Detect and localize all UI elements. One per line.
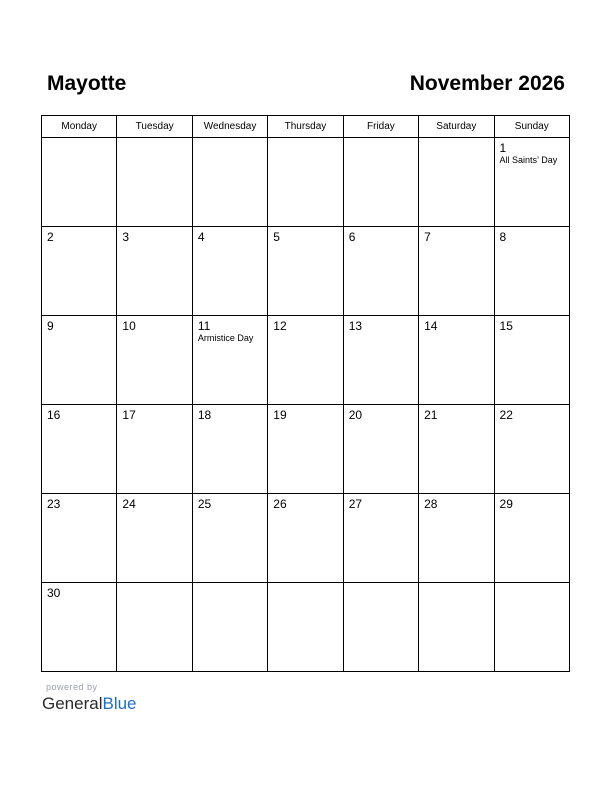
day-cell — [419, 494, 494, 583]
day-number: 13 — [348, 319, 363, 333]
powered-by-text: powered by — [46, 682, 98, 692]
holiday-label: Armistice Day — [197, 333, 254, 343]
day-cell — [117, 227, 192, 316]
calendar-week-row — [42, 494, 570, 583]
day-cell — [192, 583, 267, 672]
day-number: 22 — [499, 408, 513, 422]
day-cell — [42, 405, 117, 494]
day-number: 5 — [273, 230, 280, 244]
day-cell — [419, 138, 494, 227]
calendar-grid — [41, 115, 570, 672]
day-cell — [268, 227, 343, 316]
brand-part-blue: Blue — [102, 694, 137, 713]
day-cell — [192, 405, 267, 494]
day-number — [495, 583, 569, 586]
day-cell — [192, 316, 267, 405]
day-cell — [419, 405, 494, 494]
day-number: 10 — [122, 319, 136, 333]
day-cell — [42, 494, 117, 583]
day-cell — [117, 583, 192, 672]
brand-part-general: General — [42, 694, 103, 713]
day-number: 6 — [348, 230, 356, 244]
day-cell — [419, 316, 494, 405]
generalblue-logo[interactable] — [42, 694, 137, 714]
day-number — [268, 138, 342, 141]
day-cell — [419, 227, 494, 316]
day-cell — [343, 494, 418, 583]
day-number: 14 — [424, 319, 438, 333]
month-year-title: November 2026 — [409, 72, 565, 95]
day-number: 26 — [273, 497, 287, 511]
day-cell — [494, 227, 569, 316]
day-number: 4 — [197, 230, 205, 244]
region-title: Mayotte — [47, 72, 127, 95]
calendar-week-row — [42, 227, 570, 316]
day-number: 20 — [348, 408, 363, 422]
day-cell — [268, 405, 343, 494]
day-cell — [494, 316, 569, 405]
day-number — [268, 583, 342, 586]
day-number: 1 — [499, 141, 507, 155]
day-number: 21 — [424, 408, 438, 422]
calendar-body — [42, 138, 570, 672]
day-number: 19 — [273, 408, 287, 422]
calendar-week-row — [42, 138, 570, 227]
day-number: 11 — [197, 319, 211, 333]
day-cell — [343, 316, 418, 405]
day-number — [419, 583, 493, 586]
day-cell — [42, 138, 117, 227]
day-cell — [117, 494, 192, 583]
day-number: 16 — [47, 408, 61, 422]
day-cell — [494, 405, 569, 494]
day-number: 9 — [47, 319, 54, 333]
day-cell — [494, 583, 569, 672]
day-number — [193, 583, 267, 586]
day-cell — [117, 316, 192, 405]
holiday-label: All Saints’ Day — [499, 155, 558, 165]
day-cell — [268, 138, 343, 227]
day-cell — [268, 494, 343, 583]
day-cell — [117, 138, 192, 227]
day-number: 2 — [47, 230, 54, 244]
day-number: 7 — [424, 230, 431, 244]
day-number: 17 — [122, 408, 136, 422]
day-cell — [343, 405, 418, 494]
day-number: 27 — [348, 497, 363, 511]
day-cell — [343, 138, 418, 227]
day-number: 25 — [197, 497, 212, 511]
weekday-header: Thursday — [268, 116, 343, 138]
day-cell — [192, 494, 267, 583]
weekday-header: Friday — [343, 116, 418, 138]
day-number: 29 — [499, 497, 513, 511]
day-cell — [343, 583, 418, 672]
day-cell — [42, 583, 117, 672]
day-cell — [42, 227, 117, 316]
day-cell — [42, 316, 117, 405]
day-number — [344, 583, 418, 586]
day-number: 15 — [499, 319, 513, 333]
weekday-header: Sunday — [494, 116, 569, 138]
day-cell — [494, 494, 569, 583]
day-number — [117, 583, 191, 586]
calendar-week-row — [42, 405, 570, 494]
day-cell — [494, 138, 569, 227]
day-cell — [419, 583, 494, 672]
weekday-header-row — [42, 116, 570, 138]
day-cell — [192, 138, 267, 227]
weekday-header: Wednesday — [192, 116, 267, 138]
day-number: 28 — [424, 497, 438, 511]
weekday-header: Monday — [42, 116, 117, 138]
day-number — [344, 138, 418, 141]
day-cell — [343, 227, 418, 316]
day-number: 8 — [499, 230, 507, 244]
day-number: 30 — [47, 586, 61, 600]
day-number: 24 — [122, 497, 136, 511]
calendar-week-row — [42, 583, 570, 672]
day-number: 12 — [273, 319, 287, 333]
day-cell — [192, 227, 267, 316]
calendar-week-row — [42, 316, 570, 405]
day-number — [42, 138, 116, 141]
day-cell — [117, 405, 192, 494]
day-number: 3 — [122, 230, 130, 244]
day-number — [419, 138, 493, 141]
day-number — [193, 138, 267, 141]
day-cell — [268, 316, 343, 405]
weekday-header: Saturday — [419, 116, 494, 138]
day-number — [117, 138, 191, 141]
day-cell — [268, 583, 343, 672]
weekday-header: Tuesday — [117, 116, 192, 138]
day-number: 18 — [197, 408, 212, 422]
day-number: 23 — [47, 497, 61, 511]
